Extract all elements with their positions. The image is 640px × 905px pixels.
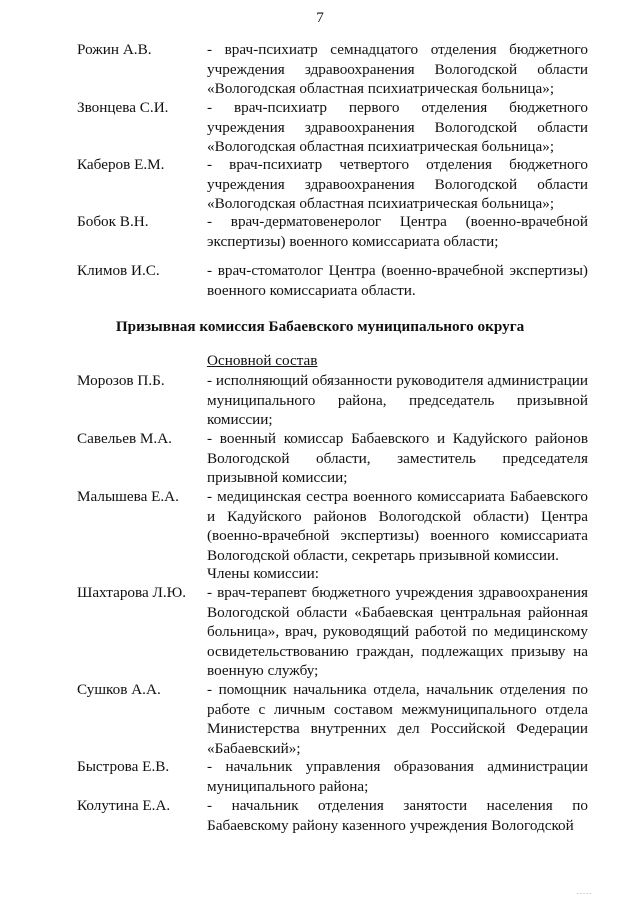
person-position: - врач-психиатр четвертого отделения бюджетного учреждения здравоохранения Вологодской области «Вологодская областная психиатрическая больница»; (207, 156, 588, 212)
list-item (77, 487, 587, 565)
person-position: - медицинская сестра военного комиссариата Бабаевского и Кадуйского районов Вологодской области) Центра (военно-врачебной экспертизы) военного комиссариата Вологодской области, секретарь призывной комиссии. (207, 488, 588, 564)
person-position: - врач-дерматовенеролог Центра (военно-врачебной экспертизы) военного комиссариата области; (207, 213, 588, 250)
person-name: Звонцева С.И. (77, 99, 169, 116)
person-position: - военный комиссар Бабаевского и Кадуйского районов Вологодской области, заместитель председателя призывной комиссии; (207, 430, 588, 486)
list-item (77, 155, 587, 214)
person-position: - врач-психиатр первого отделения бюджетного учреждения здравоохранения Вологодской области «Вологодская областная психиатрическая больница»; (207, 99, 588, 155)
list-item (77, 429, 587, 488)
section-title: Призывная комиссия Бабаевского муниципального округа (115, 318, 525, 335)
list-item (77, 98, 587, 157)
person-name: Колутина Е.А. (77, 797, 171, 814)
person-position: - начальник отделения занятости населения по Бабаевскому району казенного учреждения Вологодской (207, 797, 588, 834)
person-name: Малышева Е.А. (77, 488, 179, 505)
person-name: Бобок В.Н. (77, 213, 149, 230)
person-name: Шахтарова Л.Ю. (77, 584, 187, 601)
person-position: - исполняющий обязанности руководителя администрации муниципального района, председатель призывной комиссии; (207, 372, 588, 428)
list-item (77, 757, 587, 797)
person-name: Каберов Е.М. (77, 156, 165, 173)
person-position: - врач-психиатр семнадцатого отделения бюджетного учреждения здравоохранения Вологодской области «Вологодская областная психиатрическая больница»; (207, 41, 588, 97)
person-name: Савельев М.А. (77, 430, 172, 447)
person-position: - начальник управления образования администрации муниципального района; (207, 758, 588, 795)
list-item (77, 40, 587, 99)
scan-marks: ..... (577, 886, 592, 896)
person-name: Рожин А.В. (77, 41, 152, 58)
page-number: 7 (316, 9, 324, 26)
list-item (77, 261, 587, 301)
person-name: Быстрова Е.В. (77, 758, 170, 775)
members-heading: Члены комиссии: (207, 565, 319, 582)
list-item (77, 371, 587, 430)
list-item (77, 680, 587, 758)
list-item (77, 212, 587, 252)
person-position: - помощник начальника отдела, начальник отделения по работе с личным составом межмуниципального отдела Министерства внутренних дел Российской Федерации «Бабаевский»; (207, 681, 588, 757)
person-name: Морозов П.Б. (77, 372, 165, 389)
person-position: - врач-терапевт бюджетного учреждения здравоохранения Вологодской области «Бабаевская центральная районная больница», врач, руководящий работой по медицинскому освидетельствованию граждан, подлежащих призыву на военную службу; (207, 584, 588, 679)
person-name: Климов И.С. (77, 262, 160, 279)
person-name: Сушков А.А. (77, 681, 161, 698)
main-composition-heading: Основной состав (207, 352, 318, 369)
list-item (77, 583, 587, 681)
person-position: - врач-стоматолог Центра (военно-врачебной экспертизы) военного комиссариата области. (207, 262, 588, 299)
list-item (77, 796, 587, 836)
